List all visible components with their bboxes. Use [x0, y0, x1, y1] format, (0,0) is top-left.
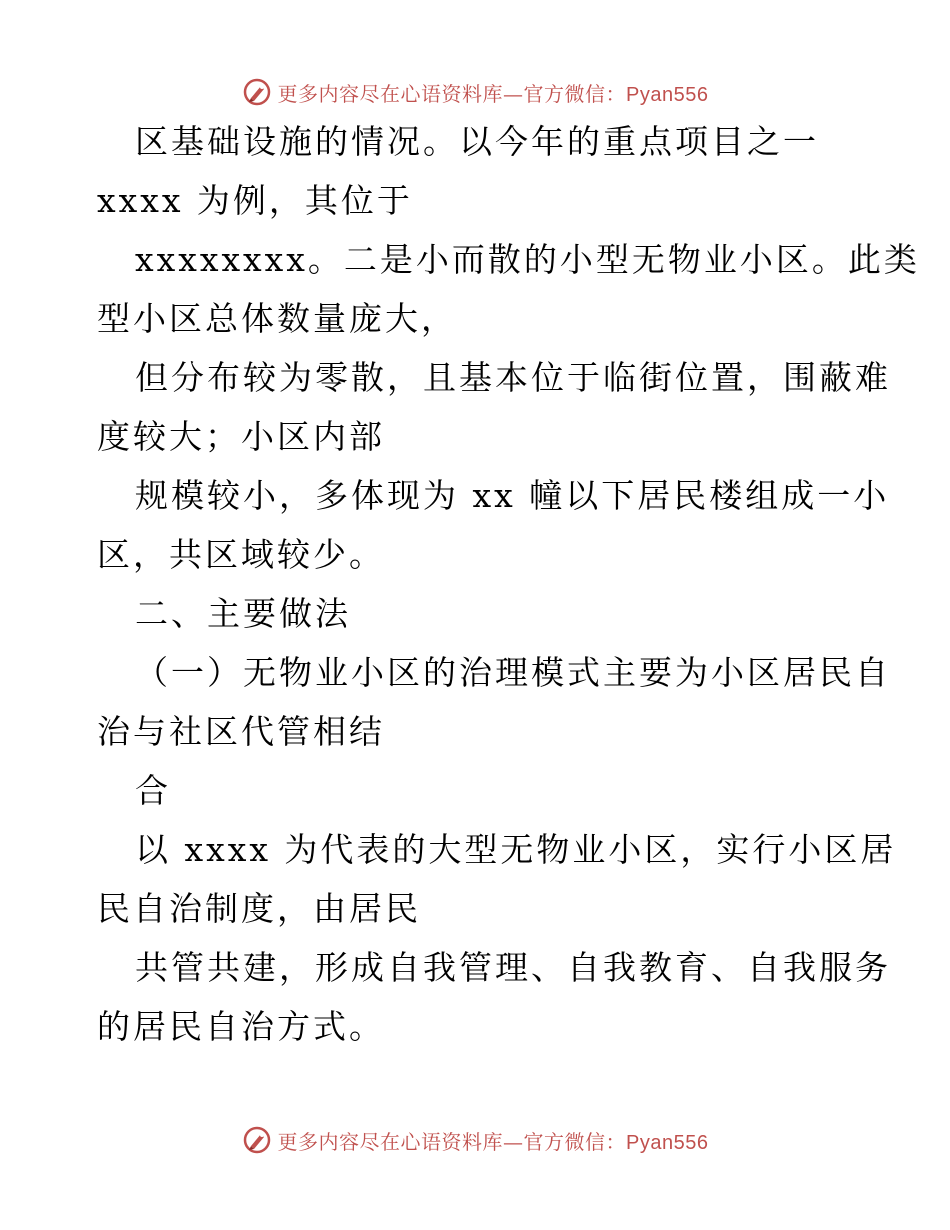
text-line: 共管共建，形成自我管理、自我教育、自我服务 — [135, 948, 891, 987]
text-line: xxxxxxxx。二是小而散的小型无物业小区。此类 — [135, 240, 920, 279]
text-line: 度较大；小区内部 — [97, 417, 385, 456]
pen-nib-icon — [242, 77, 272, 107]
wechat-id: Pyan556 — [626, 83, 709, 106]
text-line: 规模较小，多体现为 xx 幢以下居民楼组成一小 — [135, 476, 890, 515]
subsection-heading: （一）无物业小区的治理模式主要为小区居民自 — [135, 653, 891, 692]
section-heading: 二、主要做法 — [135, 594, 351, 633]
text-line: 型小区总体数量庞大， — [97, 299, 457, 338]
document-body — [97, 112, 920, 1056]
text-line: 但分布较为零散，且基本位于临街位置，围蔽难 — [135, 358, 891, 397]
text-line: 区，共区域较少。 — [97, 535, 385, 574]
text-line: 区基础设施的情况。以今年的重点项目之一 — [135, 122, 819, 161]
watermark-text: 更多内容尽在心语资料库—官方微信：Pyan556 — [277, 81, 709, 106]
text-line: 民自治制度，由居民 — [97, 889, 421, 928]
text-line: xxxx 为例，其位于 — [97, 181, 413, 220]
text-line: 以 xxxx 为代表的大型无物业小区，实行小区居 — [135, 830, 897, 869]
wechat-id: Pyan556 — [626, 1131, 709, 1154]
text-line: 合 — [135, 771, 171, 810]
header-watermark — [0, 72, 950, 112]
text-line: 的居民自治方式。 — [97, 1007, 385, 1046]
watermark-text: 更多内容尽在心语资料库—官方微信：Pyan556 — [277, 1129, 709, 1154]
text-line: 治与社区代管相结 — [97, 712, 385, 751]
footer-watermark — [0, 1120, 950, 1160]
pen-nib-icon — [242, 1125, 272, 1155]
